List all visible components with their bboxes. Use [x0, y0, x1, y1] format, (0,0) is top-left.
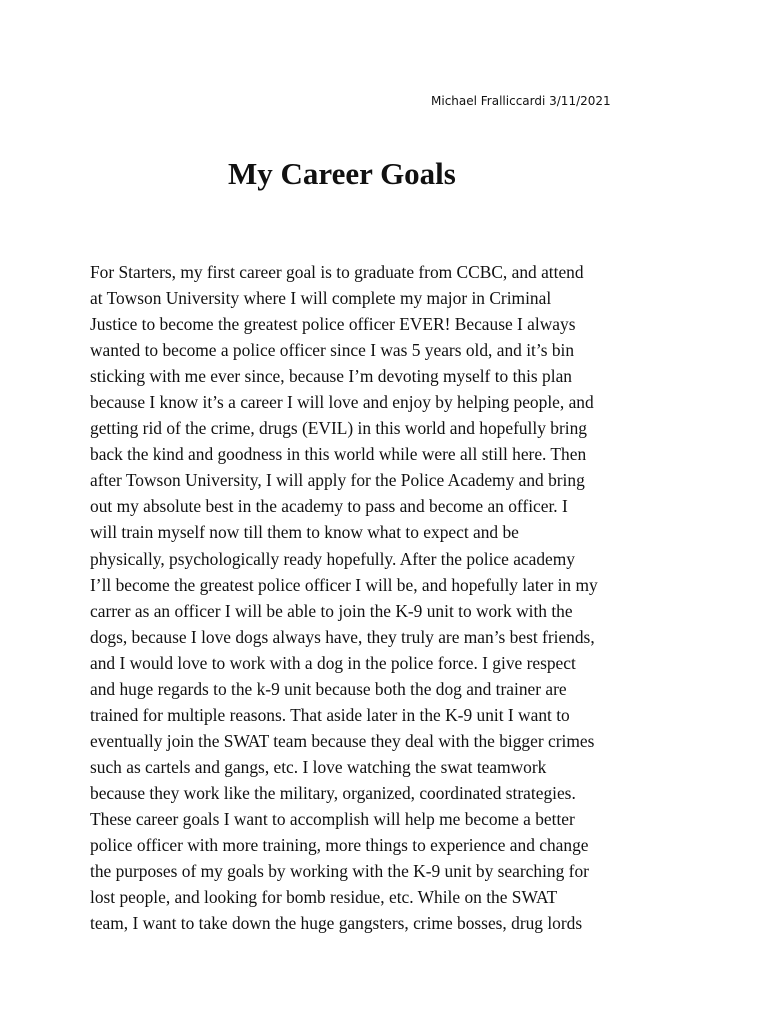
body-line: Justice to become the greatest police officer EVER! Because I always [90, 314, 576, 335]
body-line: back the kind and goodness in this world while were all still here. Then [90, 444, 587, 465]
body-line: I’ll become the greatest police officer I will be, and hopefully later in my [90, 574, 598, 595]
body-line: carrer as an officer I will be able to join the K-9 unit to work with the [90, 600, 573, 621]
body-line: because they work like the military, organized, coordinated strategies. [90, 782, 576, 803]
body-line: getting rid of the crime, drugs (EVIL) in this world and hopefully bring [90, 418, 587, 439]
body-line: such as cartels and gangs, etc. I love watching the swat teamwork [90, 756, 547, 777]
body-paragraph [90, 259, 690, 936]
body-line: because I know it’s a career I will love and enjoy by helping people, and [90, 392, 594, 413]
body-line: eventually join the SWAT team because they deal with the bigger crimes [90, 730, 595, 751]
document-title: My Career Goals [228, 156, 456, 191]
body-line: and huge regards to the k-9 unit because both the dog and trainer are [90, 678, 567, 699]
body-line: out my absolute best in the academy to pass and become an officer. I [90, 496, 568, 517]
body-line: and I would love to work with a dog in the police force. I give respect [90, 652, 576, 673]
body-line: the purposes of my goals by working with the K-9 unit by searching for [90, 861, 589, 882]
body-line: lost people, and looking for bomb residue, etc. While on the SWAT [90, 887, 558, 908]
body-line: For Starters, my first career goal is to graduate from CCBC, and attend [90, 262, 584, 282]
body-line: police officer with more training, more things to experience and change [90, 835, 589, 856]
body-line: physically, psychologically ready hopefully. After the police academy [90, 548, 575, 569]
body-line: dogs, because I love dogs always have, they truly are man’s best friends, [90, 626, 595, 647]
body-line: wanted to become a police officer since I was 5 years old, and it’s bin [90, 340, 575, 361]
body-line: These career goals I want to accomplish will help me become a better [90, 808, 575, 829]
body-line: team, I want to take down the huge gangsters, crime bosses, drug lords [90, 913, 583, 934]
author-date-header: Michael Fralliccardi 3/11/2021 [431, 94, 611, 108]
body-line: will train myself now till them to know what to expect and be [90, 522, 519, 543]
body-line: sticking with me ever since, because I’m devoting myself to this plan [90, 366, 572, 387]
body-line: at Towson University where I will complete my major in Criminal [90, 288, 552, 309]
body-line: after Towson University, I will apply for the Police Academy and bring [90, 470, 585, 491]
body-line: trained for multiple reasons. That aside later in the K-9 unit I want to [90, 704, 570, 725]
